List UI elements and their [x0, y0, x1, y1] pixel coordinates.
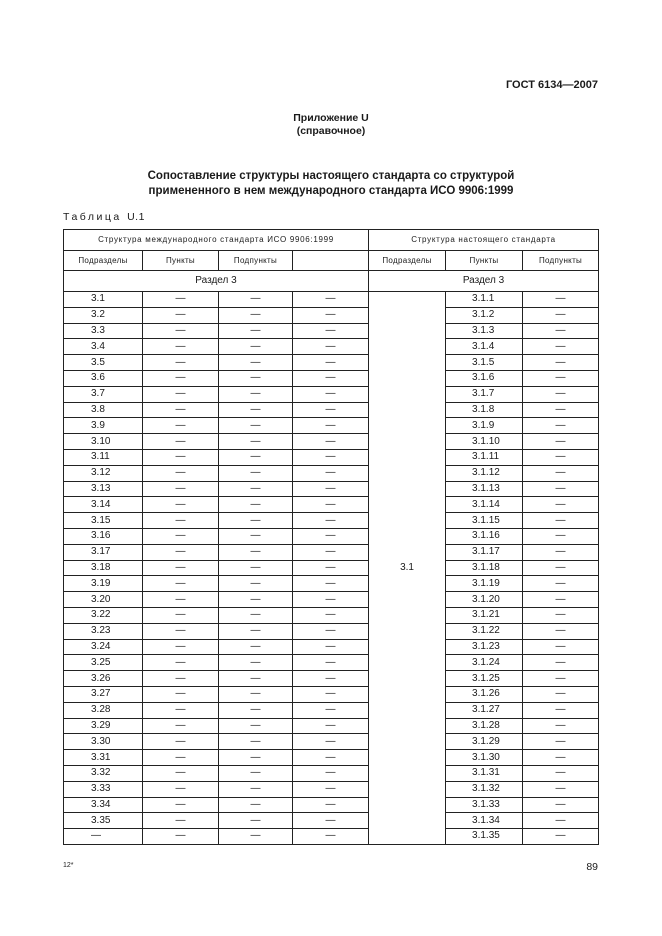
national-subclause-cell: —: [523, 702, 599, 718]
iso-clause-cell: —: [143, 623, 219, 639]
footer-mark: 12*: [63, 862, 74, 869]
iso-extra-cell: —: [293, 418, 369, 434]
iso-clause-cell: —: [143, 781, 219, 797]
table-row: [64, 702, 599, 718]
group-header-national: Структура настоящего стандарта: [369, 230, 599, 251]
iso-extra-cell: —: [293, 292, 369, 308]
national-subclause-cell: —: [523, 607, 599, 623]
iso-clause-cell: —: [143, 355, 219, 371]
iso-subsection-cell: 3.17: [64, 544, 143, 560]
table-row: [64, 671, 599, 687]
national-clause-cell: 3.1.27: [446, 702, 523, 718]
iso-subclause-cell: —: [219, 671, 293, 687]
iso-subsection-cell: 3.29: [64, 718, 143, 734]
iso-subclause-cell: —: [219, 434, 293, 450]
national-subclause-cell: —: [523, 592, 599, 608]
national-clause-cell: 3.1.21: [446, 607, 523, 623]
column-header: Пункты: [446, 251, 523, 271]
iso-extra-cell: —: [293, 623, 369, 639]
national-subclause-cell: —: [523, 797, 599, 813]
national-clause-cell: 3.1.25: [446, 671, 523, 687]
iso-clause-cell: —: [143, 307, 219, 323]
iso-clause-cell: —: [143, 576, 219, 592]
iso-subsection-cell: 3.11: [64, 449, 143, 465]
annex-subtitle: (справочное): [296, 125, 366, 137]
table-body: [64, 230, 599, 845]
iso-subclause-cell: —: [219, 576, 293, 592]
national-subclause-cell: —: [523, 671, 599, 687]
iso-clause-cell: —: [143, 797, 219, 813]
iso-subsection-cell: 3.31: [64, 750, 143, 766]
iso-extra-cell: —: [293, 449, 369, 465]
table-row: [64, 497, 599, 513]
national-clause-cell: 3.1.33: [446, 797, 523, 813]
national-clause-cell: 3.1.24: [446, 655, 523, 671]
iso-subclause-cell: —: [219, 386, 293, 402]
iso-subsection-cell: 3.1: [64, 292, 143, 308]
iso-clause-cell: —: [143, 402, 219, 418]
table-section-row: [64, 271, 599, 292]
document-number: ГОСТ 6134—2007: [505, 79, 598, 91]
national-subclause-cell: —: [523, 686, 599, 702]
table-row: [64, 465, 599, 481]
iso-subclause-cell: —: [219, 829, 293, 845]
iso-clause-cell: —: [143, 386, 219, 402]
iso-extra-cell: —: [293, 607, 369, 623]
table-row: [64, 797, 599, 813]
iso-subsection-cell: 3.2: [64, 307, 143, 323]
iso-subsection-cell: 3.5: [64, 355, 143, 371]
national-subclause-cell: —: [523, 386, 599, 402]
iso-subsection-cell: 3.8: [64, 402, 143, 418]
iso-clause-cell: —: [143, 702, 219, 718]
table-row: [64, 513, 599, 529]
table-row: [64, 402, 599, 418]
iso-extra-cell: —: [293, 370, 369, 386]
table-row: [64, 765, 599, 781]
iso-extra-cell: —: [293, 465, 369, 481]
national-clause-cell: 3.1.15: [446, 513, 523, 529]
iso-clause-cell: —: [143, 718, 219, 734]
national-subclause-cell: —: [523, 323, 599, 339]
national-clause-cell: 3.1.13: [446, 481, 523, 497]
annex-title: Приложение U: [293, 112, 369, 124]
column-header: Подпункты: [219, 251, 293, 271]
iso-extra-cell: —: [293, 497, 369, 513]
national-clause-cell: 3.1.20: [446, 592, 523, 608]
iso-subclause-cell: —: [219, 292, 293, 308]
iso-subclause-cell: —: [219, 544, 293, 560]
iso-clause-cell: —: [143, 481, 219, 497]
national-clause-cell: 3.1.30: [446, 750, 523, 766]
national-subclause-cell: —: [523, 528, 599, 544]
iso-extra-cell: —: [293, 339, 369, 355]
iso-subsection-cell: 3.20: [64, 592, 143, 608]
iso-subclause-cell: —: [219, 465, 293, 481]
national-subclause-cell: —: [523, 750, 599, 766]
iso-clause-cell: —: [143, 671, 219, 687]
iso-subsection-cell: 3.9: [64, 418, 143, 434]
iso-subclause-cell: —: [219, 339, 293, 355]
national-clause-cell: 3.1.10: [446, 434, 523, 450]
iso-subclause-cell: —: [219, 718, 293, 734]
iso-clause-cell: —: [143, 339, 219, 355]
iso-clause-cell: —: [143, 655, 219, 671]
iso-subsection-cell: 3.14: [64, 497, 143, 513]
table-row: [64, 813, 599, 829]
iso-subclause-cell: —: [219, 607, 293, 623]
iso-subsection-cell: 3.26: [64, 671, 143, 687]
iso-extra-cell: —: [293, 386, 369, 402]
iso-subsection-cell: 3.6: [64, 370, 143, 386]
iso-extra-cell: —: [293, 655, 369, 671]
iso-clause-cell: —: [143, 813, 219, 829]
table-label: [63, 211, 145, 223]
table-row: [64, 607, 599, 623]
iso-extra-cell: —: [293, 686, 369, 702]
national-subclause-cell: —: [523, 449, 599, 465]
iso-clause-cell: —: [143, 449, 219, 465]
national-subclause-cell: —: [523, 576, 599, 592]
table-row: [64, 639, 599, 655]
table-row: [64, 623, 599, 639]
national-clause-cell: 3.1.6: [446, 370, 523, 386]
table-row: [64, 307, 599, 323]
national-subclause-cell: —: [523, 465, 599, 481]
iso-clause-cell: —: [143, 528, 219, 544]
iso-extra-cell: —: [293, 702, 369, 718]
iso-extra-cell: —: [293, 576, 369, 592]
iso-subclause-cell: —: [219, 481, 293, 497]
iso-clause-cell: —: [143, 734, 219, 750]
iso-subsection-cell: 3.19: [64, 576, 143, 592]
comparison-table: [63, 229, 599, 845]
table-row: [64, 781, 599, 797]
iso-extra-cell: —: [293, 355, 369, 371]
national-clause-cell: 3.1.5: [446, 355, 523, 371]
iso-subclause-cell: —: [219, 513, 293, 529]
iso-extra-cell: —: [293, 513, 369, 529]
iso-subsection-cell: 3.35: [64, 813, 143, 829]
national-clause-cell: 3.1.7: [446, 386, 523, 402]
national-clause-cell: 3.1.34: [446, 813, 523, 829]
iso-clause-cell: —: [143, 592, 219, 608]
national-subclause-cell: —: [523, 765, 599, 781]
table-label-word: Таблица: [63, 211, 122, 223]
iso-subclause-cell: —: [219, 639, 293, 655]
iso-subclause-cell: —: [219, 734, 293, 750]
national-subclause-cell: —: [523, 639, 599, 655]
iso-clause-cell: —: [143, 434, 219, 450]
iso-extra-cell: —: [293, 639, 369, 655]
table-row: [64, 829, 599, 845]
column-header: Подразделы: [64, 251, 143, 271]
iso-subclause-cell: —: [219, 702, 293, 718]
iso-subsection-cell: 3.16: [64, 528, 143, 544]
iso-extra-cell: —: [293, 829, 369, 845]
iso-extra-cell: —: [293, 718, 369, 734]
table-row: [64, 544, 599, 560]
iso-subclause-cell: —: [219, 781, 293, 797]
table-row: [64, 686, 599, 702]
national-clause-cell: 3.1.11: [446, 449, 523, 465]
iso-subsection-cell: 3.27: [64, 686, 143, 702]
iso-subsection-cell: 3.10: [64, 434, 143, 450]
page-title-line-2: примененного в нем международного стандарта ИСО 9906:1999: [148, 185, 514, 197]
national-subclause-cell: —: [523, 418, 599, 434]
table-row: [64, 418, 599, 434]
iso-extra-cell: —: [293, 734, 369, 750]
iso-subsection-cell: —: [64, 829, 143, 845]
national-subclause-cell: —: [523, 307, 599, 323]
iso-clause-cell: —: [143, 560, 219, 576]
iso-subclause-cell: —: [219, 765, 293, 781]
iso-subclause-cell: —: [219, 307, 293, 323]
national-clause-cell: 3.1.23: [446, 639, 523, 655]
iso-subsection-cell: 3.34: [64, 797, 143, 813]
iso-clause-cell: —: [143, 370, 219, 386]
national-clause-cell: 3.1.35: [446, 829, 523, 845]
table-row: [64, 449, 599, 465]
table-row: [64, 481, 599, 497]
table-row: [64, 355, 599, 371]
national-subclause-cell: —: [523, 497, 599, 513]
iso-subsection-cell: 3.33: [64, 781, 143, 797]
national-subclause-cell: —: [523, 339, 599, 355]
iso-extra-cell: —: [293, 750, 369, 766]
column-header: Подразделы: [369, 251, 446, 271]
column-header: Подпункты: [523, 251, 599, 271]
national-clause-cell: 3.1.2: [446, 307, 523, 323]
national-subclause-cell: —: [523, 655, 599, 671]
national-clause-cell: 3.1.19: [446, 576, 523, 592]
table-row: [64, 434, 599, 450]
national-subclause-cell: —: [523, 623, 599, 639]
national-subclause-cell: —: [523, 734, 599, 750]
iso-subsection-cell: 3.3: [64, 323, 143, 339]
iso-extra-cell: —: [293, 813, 369, 829]
iso-extra-cell: —: [293, 434, 369, 450]
table-row: [64, 750, 599, 766]
iso-subsection-cell: 3.18: [64, 560, 143, 576]
iso-clause-cell: —: [143, 607, 219, 623]
iso-subclause-cell: —: [219, 418, 293, 434]
iso-subclause-cell: —: [219, 686, 293, 702]
iso-clause-cell: —: [143, 829, 219, 845]
iso-subsection-cell: 3.24: [64, 639, 143, 655]
group-header-iso: Структура международного стандарта ИСО 9906:1999: [64, 230, 369, 251]
iso-extra-cell: —: [293, 671, 369, 687]
national-clause-cell: 3.1.22: [446, 623, 523, 639]
iso-extra-cell: —: [293, 481, 369, 497]
iso-subsection-cell: 3.22: [64, 607, 143, 623]
table-row: [64, 339, 599, 355]
national-subclause-cell: —: [523, 481, 599, 497]
page-number: 89: [586, 861, 598, 873]
national-clause-cell: 3.1.32: [446, 781, 523, 797]
section-label-national: Раздел 3: [369, 271, 599, 292]
iso-extra-cell: —: [293, 402, 369, 418]
page-title-line-1: Сопоставление структуры настоящего стандарта со структурой: [147, 170, 515, 182]
iso-subsection-cell: 3.4: [64, 339, 143, 355]
national-clause-cell: 3.1.9: [446, 418, 523, 434]
table-row: [64, 718, 599, 734]
iso-subsection-cell: 3.25: [64, 655, 143, 671]
national-clause-cell: 3.1.8: [446, 402, 523, 418]
iso-extra-cell: —: [293, 592, 369, 608]
iso-subclause-cell: —: [219, 623, 293, 639]
table-row: [64, 655, 599, 671]
column-header: [293, 251, 369, 271]
iso-clause-cell: —: [143, 639, 219, 655]
iso-subclause-cell: —: [219, 370, 293, 386]
national-clause-cell: 3.1.4: [446, 339, 523, 355]
page-title: [0, 169, 662, 199]
national-clause-cell: 3.1.31: [446, 765, 523, 781]
national-subclause-cell: —: [523, 370, 599, 386]
national-subclause-cell: —: [523, 402, 599, 418]
national-subclause-cell: —: [523, 355, 599, 371]
iso-extra-cell: —: [293, 797, 369, 813]
table-row: [64, 323, 599, 339]
iso-extra-cell: —: [293, 528, 369, 544]
national-clause-cell: 3.1.17: [446, 544, 523, 560]
national-clause-cell: 3.1.28: [446, 718, 523, 734]
table-row: [64, 292, 599, 308]
iso-subclause-cell: —: [219, 449, 293, 465]
table-label-id: U.1: [127, 211, 145, 223]
iso-subsection-cell: 3.7: [64, 386, 143, 402]
iso-subclause-cell: —: [219, 797, 293, 813]
iso-subsection-cell: 3.15: [64, 513, 143, 529]
national-subclause-cell: —: [523, 560, 599, 576]
table-row: [64, 386, 599, 402]
table-row: [64, 528, 599, 544]
national-subclause-cell: —: [523, 781, 599, 797]
table-row: [64, 370, 599, 386]
iso-extra-cell: —: [293, 307, 369, 323]
iso-subsection-cell: 3.23: [64, 623, 143, 639]
iso-clause-cell: —: [143, 513, 219, 529]
national-clause-cell: 3.1.26: [446, 686, 523, 702]
national-subclause-cell: —: [523, 434, 599, 450]
column-header: Пункты: [143, 251, 219, 271]
table-column-header-row: [64, 251, 599, 271]
iso-clause-cell: —: [143, 292, 219, 308]
iso-subclause-cell: —: [219, 497, 293, 513]
iso-subclause-cell: —: [219, 655, 293, 671]
iso-subsection-cell: 3.13: [64, 481, 143, 497]
national-subclause-cell: —: [523, 544, 599, 560]
iso-extra-cell: —: [293, 323, 369, 339]
national-subclause-cell: —: [523, 292, 599, 308]
iso-subclause-cell: —: [219, 813, 293, 829]
national-clause-cell: 3.1.3: [446, 323, 523, 339]
table-row: [64, 576, 599, 592]
iso-clause-cell: —: [143, 497, 219, 513]
national-clause-cell: 3.1.12: [446, 465, 523, 481]
national-clause-cell: 3.1.18: [446, 560, 523, 576]
iso-subclause-cell: —: [219, 402, 293, 418]
national-subclause-cell: —: [523, 813, 599, 829]
iso-clause-cell: —: [143, 465, 219, 481]
iso-clause-cell: —: [143, 686, 219, 702]
iso-clause-cell: —: [143, 750, 219, 766]
iso-extra-cell: —: [293, 781, 369, 797]
iso-subclause-cell: —: [219, 560, 293, 576]
iso-clause-cell: —: [143, 323, 219, 339]
iso-clause-cell: —: [143, 765, 219, 781]
national-clause-cell: 3.1.16: [446, 528, 523, 544]
national-subclause-cell: —: [523, 718, 599, 734]
iso-subclause-cell: —: [219, 355, 293, 371]
iso-clause-cell: —: [143, 418, 219, 434]
iso-extra-cell: —: [293, 765, 369, 781]
national-clause-cell: 3.1.29: [446, 734, 523, 750]
national-subclause-cell: —: [523, 513, 599, 529]
national-clause-cell: 3.1.1: [446, 292, 523, 308]
iso-extra-cell: —: [293, 544, 369, 560]
iso-clause-cell: —: [143, 544, 219, 560]
annex-heading: [0, 112, 662, 138]
iso-subsection-cell: 3.32: [64, 765, 143, 781]
table-row: [64, 592, 599, 608]
iso-extra-cell: —: [293, 560, 369, 576]
iso-subsection-cell: 3.30: [64, 734, 143, 750]
iso-subsection-cell: 3.12: [64, 465, 143, 481]
table-group-header-row: [64, 230, 599, 251]
section-label-iso: Раздел 3: [64, 271, 369, 292]
iso-subclause-cell: —: [219, 323, 293, 339]
table-row: [64, 560, 599, 576]
iso-subclause-cell: —: [219, 592, 293, 608]
iso-subclause-cell: —: [219, 528, 293, 544]
national-subclause-cell: —: [523, 829, 599, 845]
national-subsection-cell: 3.1: [369, 292, 446, 845]
national-clause-cell: 3.1.14: [446, 497, 523, 513]
iso-subclause-cell: —: [219, 750, 293, 766]
iso-subsection-cell: 3.28: [64, 702, 143, 718]
table-row: [64, 734, 599, 750]
